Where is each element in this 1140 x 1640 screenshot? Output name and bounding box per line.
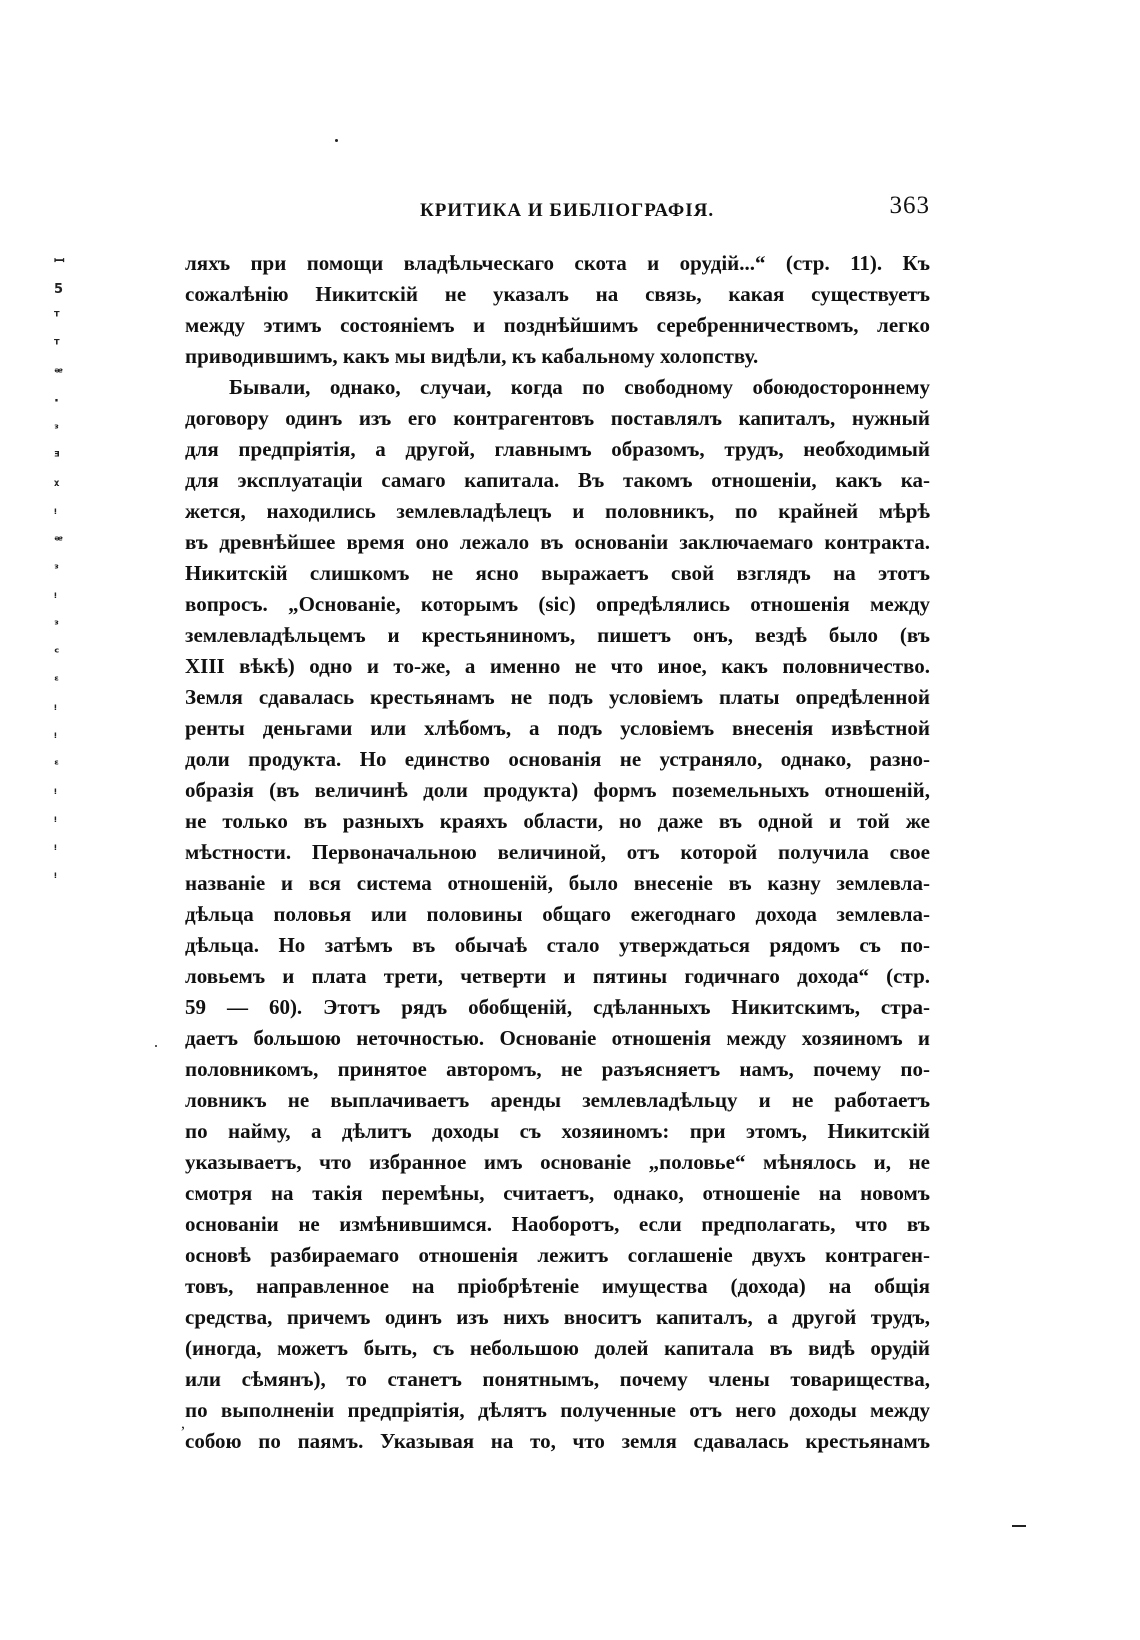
margin-mark: ᵎ [54,786,57,801]
text-line: половникомъ, принятое авторомъ, не разъясняетъ намъ, почему по- [185,1057,930,1081]
text-line: названіе и вся система отношеній, было внесеніе въ казну землевла- [185,871,930,895]
text-line: по выполненіи предпріятія, дѣлятъ полученные отъ него доходы между [185,1398,930,1422]
margin-mark: ᵎ [54,590,57,605]
text-line: доли продукта. Но единство основанія не устраняло, однако, разно- [185,747,930,771]
margin-mark: ꟷ [54,254,65,269]
margin-mark: ᵋ [54,674,60,689]
margin-mark: ᵋ [54,758,60,773]
running-title: КРИТИКА И БИБЛІОГРАФІЯ. [420,200,715,221]
margin-mark: ᵌ [54,422,60,437]
margin-mark: ᵎ [54,506,57,521]
text-line: дѣльца. Но затѣмъ въ обычаѣ стало утверждаться рядомъ съ по- [185,933,930,957]
text-line: основаніи не измѣнившимся. Наоборотъ, если предполагать, что въ [185,1212,930,1236]
page-header [185,192,930,226]
margin-mark: ᴲ [54,450,60,465]
text-line: XIII вѣкѣ) одно и то-же, а именно не что иное, какъ половничество. [185,654,930,678]
margin-mark: ᵆ [54,534,64,549]
margin-mark: ᶜ [54,646,60,661]
margin-mark: ᵀ [54,310,60,325]
text-line: по найму, а дѣлитъ доходы съ хозяиномъ: при этомъ, Никитскій [185,1119,930,1143]
text-line: образія (въ величинѣ доли продукта) формъ поземельныхъ отношеній, [185,778,930,802]
scan-speck-top [335,139,338,142]
text-line: дѣльца половья или половины общаго ежегоднаго дохода землевла- [185,902,930,926]
text-line: даетъ большою неточностью. Основаніе отношенія между хозяиномъ и [185,1026,930,1050]
margin-mark: ᵎ [54,730,57,745]
margin-mark: · [54,394,59,409]
margin-mark: ᵀ [54,338,60,353]
text-line: ловьемъ и плата трети, четверти и пятины годичнаго дохода“ (стр. [185,964,930,988]
text-line: сожалѣнію Никитскій не указалъ на связь, какая существуетъ [185,282,930,306]
text-line: ренты деньгами или хлѣбомъ, а подъ условіемъ внесенія извѣстной [185,716,930,740]
text-line: или сѣмянъ), то станетъ понятнымъ, почему члены товарищества, [185,1367,930,1391]
text-line: между этимъ состояніемъ и позднѣйшимъ серебренничествомъ, легко [185,313,930,337]
text-line: для эксплуатаціи самаго капитала. Въ такомъ отношеніи, какъ ка- [185,468,930,492]
text-line: землевладѣльцемъ и крестьяниномъ, пишетъ онъ, вездѣ было (въ [185,623,930,647]
text-line: не только въ разныхъ краяхъ области, но даже въ одной и той же [185,809,930,833]
text-line: указываетъ, что избранное имъ основаніе „половье“ мѣнялось и, не [185,1150,930,1174]
margin-mark: 5 [54,282,64,297]
text-line: ляхъ при помощи владѣльческаго скота и орудій...“ (стр. 11). Къ [185,251,930,275]
text-line: средства, причемъ одинъ изъ нихъ вноситъ капиталъ, а другой трудъ, [185,1305,930,1329]
margin-mark: ᵎ [54,814,57,829]
text-line: Земля сдавалась крестьянамъ не подъ условіемъ платы опредѣленной [185,685,930,709]
margin-mark: ᵌ [54,562,60,577]
text-line: основѣ разбираемаго отношенія лежитъ соглашеніе двухъ контраген- [185,1243,930,1267]
text-line: собою по паямъ. Указывая на то, что земля сдавалась крестьянамъ [185,1429,930,1453]
text-line: товъ, направленное на пріобрѣтеніе имущества (дохода) на общія [185,1274,930,1298]
text-line: смотря на такія перемѣны, считаетъ, однако, отношеніе на новомъ [185,1181,930,1205]
text-line: въ древнѣйшее время оно лежало въ основаніи заключаемаго контракта. [185,530,930,554]
margin-mark: ᵎ [54,842,57,857]
text-line: жется, находились землевладѣлецъ и половникъ, по крайней мѣрѣ [185,499,930,523]
text-line: для предпріятія, а другой, главнымъ образомъ, трудъ, необходимый [185,437,930,461]
text-line: (иногда, можетъ быть, съ небольшою долей капитала въ видѣ орудій [185,1336,930,1360]
margin-mark: ᵎ [54,702,57,717]
margin-tick: , [181,1415,185,1432]
text-line: ловникъ не выплачиваетъ аренды землевладѣльцу и не работаетъ [185,1088,930,1112]
text-line: Никитскій слишкомъ не ясно выражаетъ свой взглядъ на этотъ [185,561,930,585]
text-line: договору одинъ изъ его контрагентовъ поставлялъ капиталъ, нужный [185,406,930,430]
text-line: вопросъ. „Основаніе, которымъ (sic) опредѣлялись отношенія между [185,592,930,616]
margin-mark: ᵡ [54,478,60,493]
left-margin-marks [54,248,74,892]
text-line: 59 — 60). Этотъ рядъ обобщеній, сдѣланныхъ Никитскимъ, стра- [185,995,930,1019]
scan-speck-left [155,1045,157,1047]
body-text [185,248,930,1457]
scan-dash-bottom [1012,1525,1026,1527]
page-number: 363 [889,192,930,219]
text-line: приводившимъ, какъ мы видѣли, къ кабальному холопству. [185,344,759,368]
text-line: Бывали, однако, случаи, когда по свободному обоюдостороннему [229,375,930,399]
text-line: мѣстности. Первоначальною величиной, отъ которой получила свое [185,840,930,864]
margin-mark: ᵌ [54,618,60,633]
margin-mark: ᵆ [54,366,64,381]
margin-mark: ᵎ [54,870,57,885]
